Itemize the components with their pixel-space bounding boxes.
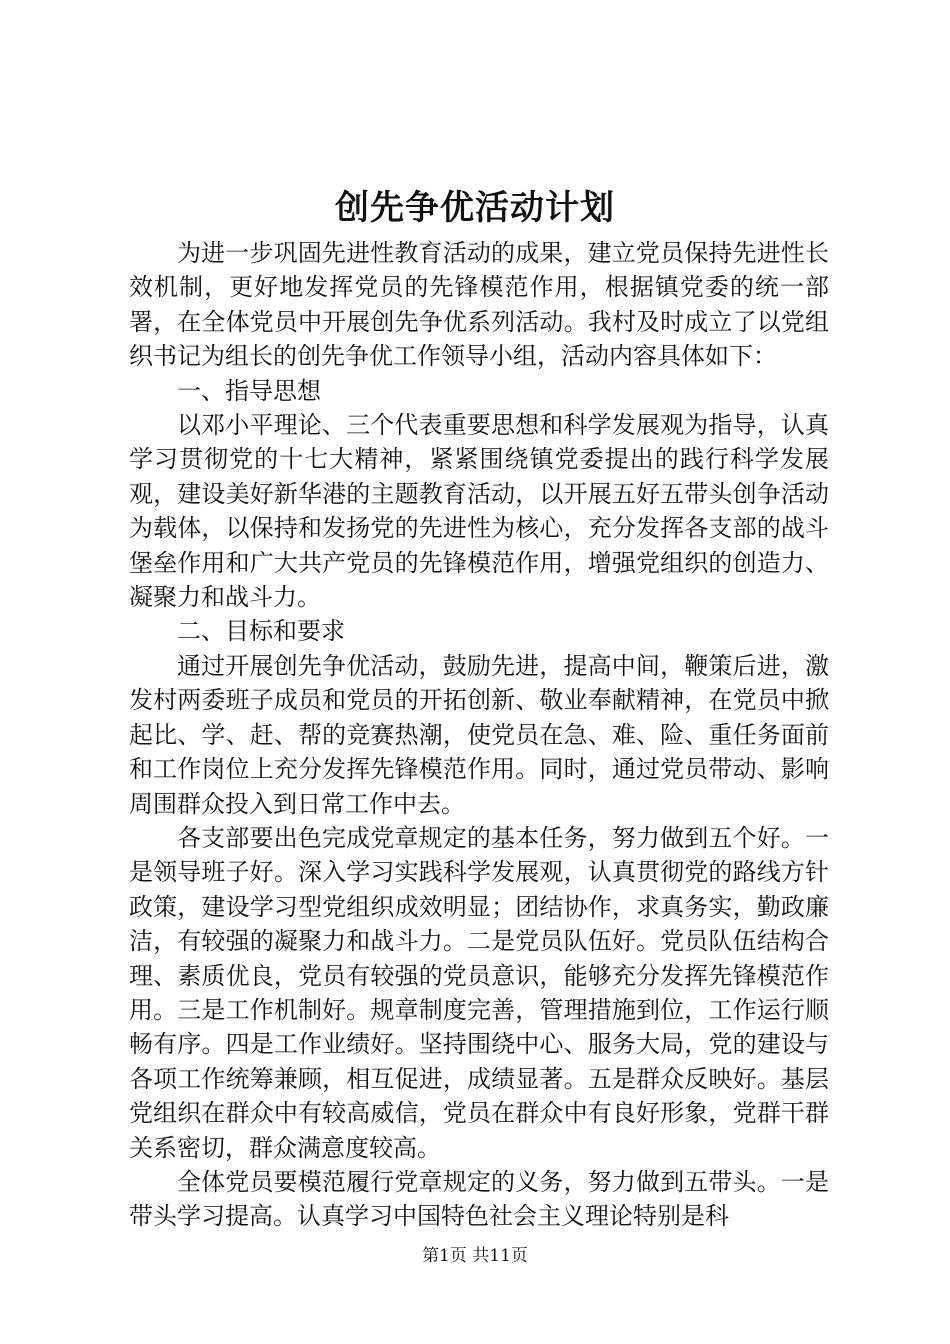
page-title: 创先争优活动计划 xyxy=(335,188,615,228)
page-footer: 第1页 共11页 xyxy=(422,1246,528,1266)
document-body xyxy=(129,236,829,1234)
paragraph-guiding-ideology: 以邓小平理论、三个代表重要思想和科学发展观为指导，认真学习贯彻党的十七大精神，紧紧围绕镇党委提出的践行科学发展观，建设美好新华港的主题教育活动，以开展五好五带头创争活动为载体，以保持和发扬党的先进性为核心，充分发挥各支部的战斗堡垒作用和广大共产党员的先锋模范作用，增强党组织的创造力、凝聚力和战斗力。 xyxy=(129,411,829,612)
paragraph-intro: 为进一步巩固先进性教育活动的成果，建立党员保持先进性长效机制，更好地发挥党员的先锋模范作用，根据镇党委的统一部署，在全体党员中开展创先争优系列活动。我村及时成立了以党组织书记为组长的创先争优工作领导小组，活动内容具体如下： xyxy=(129,239,829,371)
heading-goals-requirements: 二、目标和要求 xyxy=(177,617,345,646)
paragraph-goals: 通过开展创先争优活动，鼓励先进，提高中间，鞭策后进，激发村两委班子成员和党员的开拓创新、敬业奉献精神，在党员中掀起比、学、赶、帮的竞赛热潮，使党员在急、难、险、重任务面前和工作岗位上充分发挥先锋模范作用。同时，通过党员带动、影响周围群众投入到日常工作中去。 xyxy=(129,651,829,818)
heading-guiding-ideology: 一、指导思想 xyxy=(177,376,321,405)
paragraph-five-leads: 全体党员要模范履行党章规定的义务，努力做到五带头。一是带头学习提高。认真学习中国特色社会主义理论特别是科 xyxy=(129,1167,829,1231)
paragraph-five-goods: 各支部要出色完成党章规定的基本任务，努力做到五个好。一是领导班子好。深入学习实践科学发展观，认真贯彻党的路线方针政策，建设学习型党组织成效明显；团结协作，求真务实，勤政廉洁，有较强的凝聚力和战斗力。二是党员队伍好。党员队伍结构合理、素质优良，党员有较强的党员意识，能够充分发挥先锋模范作用。三是工作机制好。规章制度完善，管理措施到位，工作运行顺畅有序。四是工作业绩好。坚持围绕中心、服务大局，党的建设与各项工作统筹兼顾，相互促进，成绩显著。五是群众反映好。基层党组织在群众中有较高威信，党员在群众中有良好形象，党群干群关系密切，群众满意度较高。 xyxy=(129,823,829,1162)
